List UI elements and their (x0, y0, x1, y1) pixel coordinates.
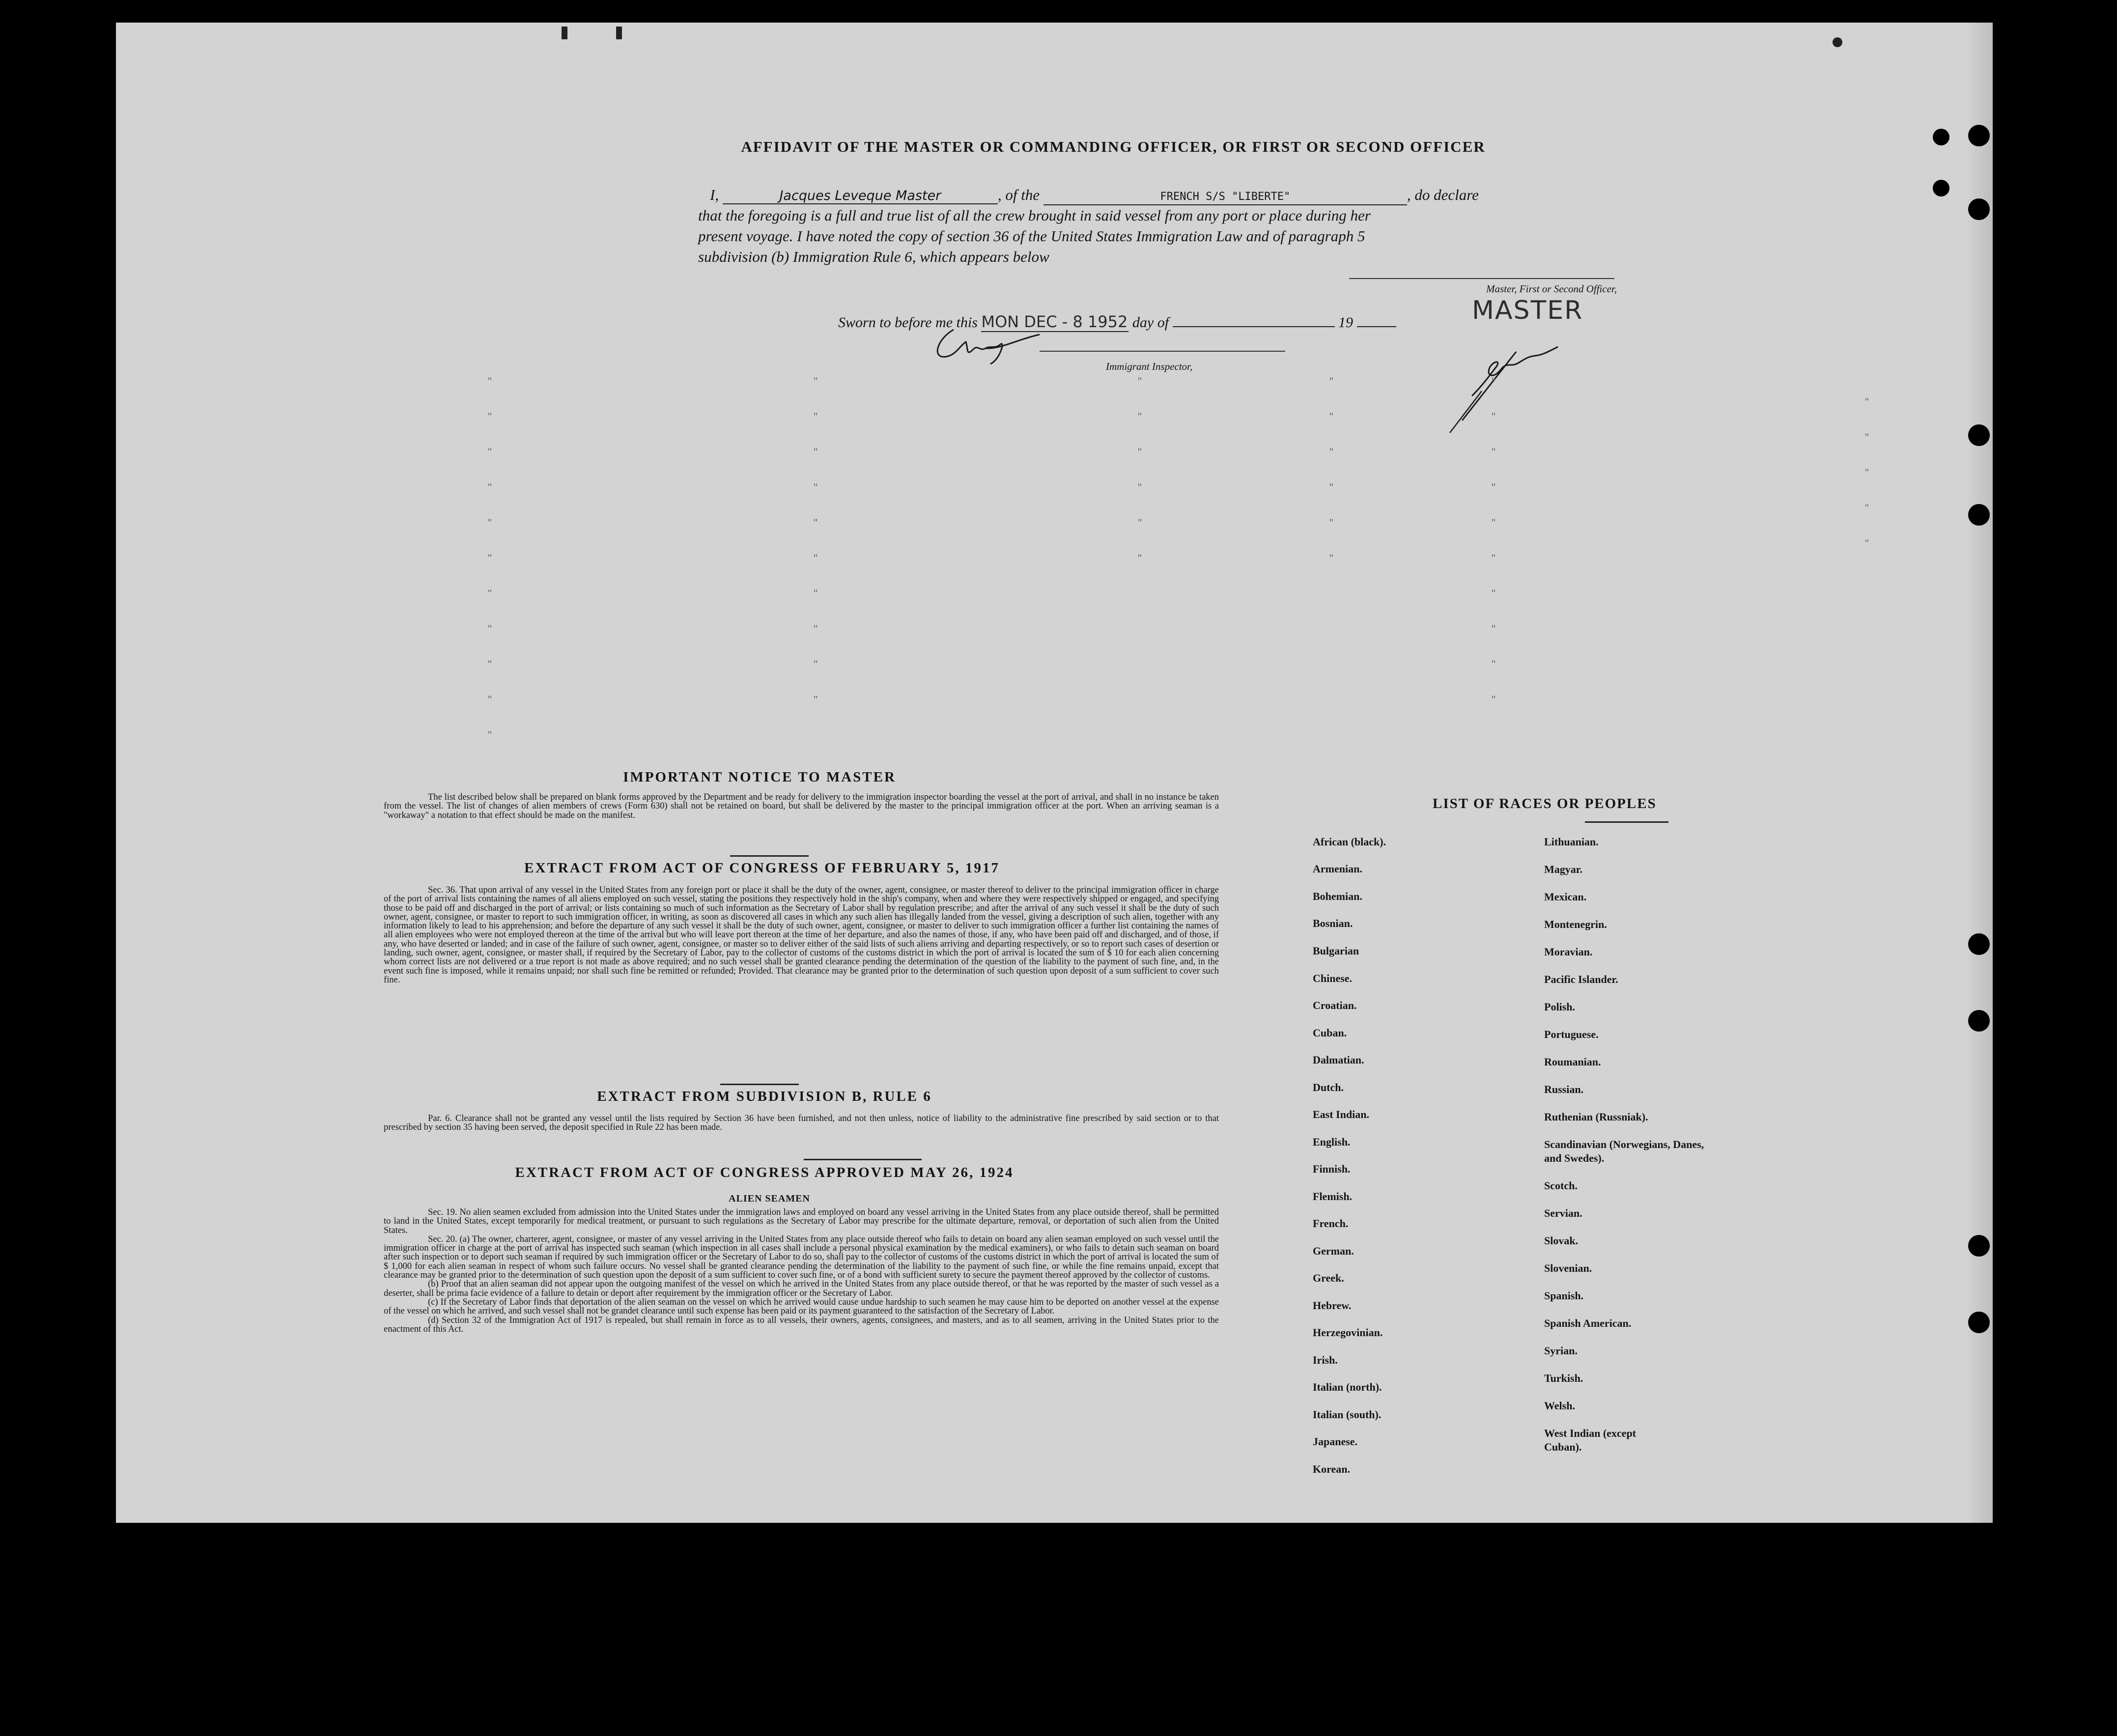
document-page: AFFIDAVIT OF THE MASTER OR COMMANDING OFFICER, OR FIRST OR SECOND OFFICER I, Jacques Leveque Master , of the FRENCH S/S "LIBERTE" , do declare that the foregoing is a full and true list of all the crew brought in said vessel from any port or place during her present voyage. I have noted the copy of section 36 of the United States Immigration Law and of paragraph 5 subdivision (b) Immigration Rule 6, which appears below Master, First or Second Officer, MASTER Sworn to before me this MON DEC - 8 1952 day of 19 Immigrant Inspector, " " " " " " " " " " " " " " " " " " " " " " " " " " " " " " " " " " " " " " " " " " " " " " " " IMPORTANT NOTICE TO MASTER The list described below shall be prepared on blank forms approved by the Department and be ready for delivery to the immigration inspector boarding the vessel at the port of arrival, and shall in no instance be taken from the vessel. The list of changes of alien members of crews (Form 630) shall not be retained on board, but shall be delivered by the master to the principal immigration officer at the port. When an arriving seaman is a "workaway" a notation to that effect should be made on the manifest. EXTRACT FROM ACT OF CONGRESS OF FEBRUARY 5, 1917 Sec. 36. That upon arrival of any vessel in the United States from any foreign port or place it shall be the duty of the owner, agent, consignee, or master thereof to deliver to the principal immigration officer in charge of the port of arrival lists containing the names of all aliens employed on such vessel, stating the positions they respectively hold in the ship's company, when and where they were respectively shipped or engaged, and specifying those to be paid off and discharged in the port of arrival; or lists containing so much of such information as the Secretary of Labor shall by regulation prescribe; and after the arrival of any such vessel it shall be the duty of such owner, agent, consignee, or master to report to such immigration officer, in writing, as soon as discovered all cases in which any such alien has illegally landed from the vessel, giving a description of such alien, together with any information likely to lead to his apprehension; and before the departure of any such vessel it shall be the duty of such owner, agent, consignee, or master to deliver to such immigration officer a further list containing the names of all alien employees who were not employed thereon at the time of the arrival but who will leave port thereon at the time of her departure, and also the names of those, if any, who have been paid off and discharged, and of those, if any, who have deserted or landed; and in case of the failure of such owner, agent, consignee, or master so to deliver either of the said lists of such aliens arriving and departing respectively, or so to report such cases of desertion or landing, such owner, agent, consignee, or master shall, if required by the Secretary of Labor, pay to the collector of customs of the customs district in which the port of arrival is located the sum of $ 10 for each alien concerning whom correct lists are not delivered or a true report is not made as above required; and no such vessel shall be granted clearance pending the determination of the question of the liability to the payment of such fine, and, in the event such fine is imposed, while it remains unpaid; nor shall such fine be remitted or refunded; Provided. That clearance may be granted prior to the determination of such question upon deposit of a sum sufficient to cover such fine. EXTRACT FROM SUBDIVISION B, RULE 6 Par. 6. Clearance shall not be granted any vessel until the lists required by Section 36 have been furnished, and not then unless, notice of liability to the administrative fine prescribed by said section or to that prescribed by section 35 having been served, the deposit specified in Rule 22 has been made. EXTRACT FROM ACT OF CONGRESS APPROVED MAY 26, 1924 ALIEN SEAMEN Sec. 19. No alien seamen excluded from admission into the United States under the immigration laws and employed on board any vessel arriving in the United States from any place outside thereof, shall be permitted to land in the United States, except temporarily for medical treatment, or pursuant to such regulations as the Secretary of Labor may prescribe for the ultimate departure, removal, or deportation of such alien from the United States. Sec. 20. (a) The owner, charterer, agent, consignee, or master of any vessel arriving in the United States from any place outside thereof who fails to detain on board any alien seaman employed on such vessel until the immigration officer in charge at the port of arrival has inspected such seaman (which inspection in all cases shall include a personal physical examination by the medical examiners), or who fails to detain such seaman on board after such inspection or to deport such seaman if required by such immigration officer or the Secretary of Labor to do so, shall pay to the collector of customs of the customs district in which the port of arrival is located the sum of $ 1,000 for each alien seaman in respect of whom such failure occurs. No vessel shall be granted clearance pending the determination of the liability to the payment of such fine, or while the fine remains unpaid, except that clearance may be granted prior to the determination of such question upon the deposit of a sum sufficient to cover such fine, or of a bond with sufficient surety to secure the payment thereof approved by the collector of customs. (b) Proof that an alien seaman did not appear upon the outgoing manifest of the vessel on which he arrived in the United States from any place outside thereof, or that he was reported by the master of such vessel as a deserter, shall be prima facie evidence of a failure to detain or deport after requirement by the immigration officer or the Secretary of Labor. (c) If the Secretary of Labor finds that deportation of the alien seaman on the vessel on which he arrived would cause undue hardship to such seamen he may cause him to be deported on another vessel at the expense of the vessel on which he arrived, and such vessel shall not be grandet clearance until such expense has been paid or its payment guaranteed to the satisfaction of the Secretary of Labor. (d) Section 32 of the Immigration Act of 1917 is repealed, but shall remain in force as to all vessels, their owners, agents, consignees, and masters, and as to all seamen, arriving in the United States prior to the enactment of this Act. LIST OF RACES OR PEOPLES African (black). Armenian. Bohemian. Bosnian. Bulgarian Chinese. Croatian. Cuban. Dalmatian. Dutch. East Indian. English. Finnish. Flemish. French. German. Greek. Hebrew. Herzegovinian. Irish. Italian (north). Italian (south). Japanese. Korean. Lithuanian. Magyar. Mexican. Montenegrin. Moravian. Pacific Islander. Polish. Portuguese. Roumanian. Russian. Ruthenian (Russniak). Scandinavian (Norwegians, Danes, and Swedes). Scotch. Servian. Slovak. Slovenian. Spanish. Spanish American. Syrian. Turkish. Welsh. West Indian (except Cuban). (116, 23, 1993, 1523)
page-edge-shadow (1966, 23, 1993, 1523)
top-edge-mark (1833, 37, 1842, 47)
race-item: Irish. (1313, 1354, 1338, 1366)
master-signature (1442, 317, 1570, 435)
race-item: Italian (north). (1313, 1381, 1382, 1393)
master-signature-label: Master, First or Second Officer, (1486, 283, 1617, 295)
race-item: Chinese. (1313, 972, 1353, 984)
race-item: Welsh. (1544, 1400, 1575, 1412)
race-item: Montenegrin. (1544, 918, 1607, 930)
binder-hole (1968, 504, 1990, 526)
race-item: East Indian. (1313, 1108, 1369, 1120)
extract-1924-text: Sec. 19. No alien seamen excluded from admission into the United States under the immigration laws and employed on board any vessel arriving in the United States from any place outside thereof, shall be permitted to land in the United States, except temporarily for medical treatment, or pursuant to such regulations as the Secretary of Labor may prescribe for the ultimate departure, removal, or deportation of such alien from the United States. Sec. 20. (a) The owner, charterer, agent, consignee, or master of any vessel arriving in the United States from any place outside thereof who fails to detain on board any alien seaman employed on such vessel until the immigration officer in charge at the port of arrival has inspected such seaman (which inspection in all cases shall include a personal physical examination by the medical examiners), or who fails to detain such seaman on board after such inspection or to deport such seaman if required by such immigration officer or the Secretary of Labor to do so, shall pay to the collector of customs of the customs district in which the port of arrival is located the sum of $ 1,000 for each alien seaman in respect of whom such failure occurs. No vessel shall be granted clearance pending the determination of the liability to the payment of such fine, or while the fine remains unpaid, except that clearance may be granted prior to the determination of such question upon the deposit of a sum sufficient to cover such fine, or of a bond with sufficient surety to secure the payment thereof approved by the collector of customs. (b) Proof that an alien seaman did not appear upon the outgoing manifest of the vessel on which he arrived in the United States from any place outside thereof, or that he was reported by the master of such vessel as a deserter, shall be prima facie evidence of a failure to detain or deport after requirement by the immigration officer or the Secretary of Labor. (c) If the Secretary of Labor finds that deportation of the alien seaman on the vessel on which he arrived would cause undue hardship to such seamen he may cause him to be deported on another vessel at the expense of the vessel on which he arrived, and such vessel shall not be grandet clearance until such expense has been paid or its payment guaranteed to the satisfaction of the Secretary of Labor. (d) Section 32 of the Immigration Act of 1917 is repealed, but shall remain in force as to all vessels, their owners, agents, consignees, and masters, and as to all seamen, arriving in the United States prior to the enactment of this Act. (384, 1207, 1219, 1334)
affidavit-title: AFFIDAVIT OF THE MASTER OR COMMANDING OFFICER, OR FIRST OR SECOND OFFICER (741, 138, 1486, 155)
race-item: German. (1313, 1245, 1354, 1257)
race-item: Mexican. (1544, 891, 1587, 903)
extract-1924-title: EXTRACT FROM ACT OF CONGRESS APPROVED MAY 26, 1924 (515, 1165, 1014, 1180)
extract-rule6-title: EXTRACT FROM SUBDIVISION B, RULE 6 (597, 1089, 932, 1104)
binder-hole (1968, 198, 1990, 220)
extract-1917-text: Sec. 36. That upon arrival of any vessel in the United States from any foreign port or place it shall be the duty of the owner, agent, consignee, or master thereof to deliver to the principal immigration officer in charge of the port of arrival lists containing the names of all aliens employed on such vessel, stating the positions they respectively hold in the ship's company, when and where they were respectively shipped or engaged, and specifying those to be paid off and discharged in the port of arrival; or lists containing so much of such information as the Secretary of Labor shall by regulation prescribe; and after the arrival of any such vessel it shall be the duty of such owner, agent, consignee, or master to report to such immigration officer, in writing, as soon as discovered all cases in which any such alien has illegally landed from the vessel, giving a description of such alien, together with any information likely to lead to his apprehension; and before the departure of any such vessel it shall be the duty of such owner, agent, consignee, or master to deliver to such immigration officer a further list containing the names of all alien employees who were not employed thereon at the time of the arrival but who will leave port thereon at the time of her departure, and also the names of those, if any, who have been paid off and discharged, and of those, if any, who have deserted or landed; and in case of the failure of such owner, agent, consignee, or master so to deliver either of the said lists of such aliens arriving and departing respectively, or so to report such cases of desertion or landing, such owner, agent, consignee, or master shall, if required by the Secretary of Labor, pay to the collector of customs of the customs district in which the port of arrival is located the sum of $ 10 for each alien concerning whom correct lists are not delivered or a true report is not made as above required; and no such vessel shall be granted clearance pending the determination of the question of the liability to the payment of such fine, and, in the event such fine is imposed, while it remains unpaid; nor shall such fine be remitted or refunded; Provided. That clearance may be granted prior to the determination of such question upon deposit of a sum sufficient to cover such fine. (384, 885, 1219, 985)
race-item: Moravian. (1544, 946, 1593, 958)
race-item: Turkish. (1544, 1372, 1583, 1384)
year-blank (1357, 326, 1396, 327)
race-item: English. (1313, 1136, 1351, 1148)
affidavit-line-1: I, Jacques Leveque Master , of the FRENCH S/S "LIBERTE" , do declare (698, 185, 1617, 205)
binder-hole (1968, 1010, 1990, 1032)
race-item: Hebrew. (1313, 1299, 1352, 1312)
binder-hole (1968, 424, 1990, 446)
race-item: Dalmatian. (1313, 1054, 1364, 1066)
race-item: Roumanian. (1544, 1056, 1601, 1068)
race-item: Slovenian. (1544, 1262, 1592, 1274)
race-item: Spanish American. (1544, 1317, 1632, 1329)
race-item: Korean. (1313, 1463, 1350, 1475)
race-item: Bosnian. (1313, 917, 1353, 929)
race-item: Croatian. (1313, 999, 1357, 1011)
notice-text: The list described below shall be prepared on blank forms approved by the Department and be ready for delivery to the immigration inspector boarding the vessel at the port of arrival, and shall in no instance be taken from the vessel. The list of changes of alien members of crews (Form 630) shall not be retained on board, but shall be delivered by the master to the principal immigration officer at the port. When an arriving seaman is a "workaway" a notation to that effect should be made on the manifest. (384, 792, 1219, 820)
inspector-signature (927, 315, 1044, 369)
affidavit-line-3: present voyage. I have noted the copy of section 36 of the United States Immigration Law and of paragraph 5 (698, 227, 1365, 245)
top-edge-mark (562, 27, 567, 39)
race-item: Ruthenian (Russniak). (1544, 1111, 1648, 1123)
race-item: Greek. (1313, 1272, 1344, 1284)
extract-rule6-rule (804, 1159, 922, 1160)
affidavit-line-4: subdivision (b) Immigration Rule 6, which appears below (698, 248, 1049, 265)
affidavit-line-2: that the foregoing is a full and true list of all the crew brought in said vessel from any port or place during her (698, 207, 1371, 224)
extract-1924-subtitle: ALIEN SEAMEN (729, 1193, 810, 1204)
races-title: LIST OF RACES OR PEOPLES (1433, 796, 1657, 812)
binder-hole (1968, 125, 1990, 146)
inspector-label: Immigrant Inspector, (1106, 361, 1193, 372)
race-item: Finnish. (1313, 1163, 1351, 1175)
race-item: Russian. (1544, 1083, 1584, 1095)
extract-rule6-text: Par. 6. Clearance shall not be granted any vessel until the lists required by Section 36 have been furnished, and not then unless, notice of liability to the administrative fine prescribed by said section or to that prescribed by section 35 having been served, the deposit specified in Rule 22 has been made. (384, 1114, 1219, 1133)
race-item: Cuban. (1313, 1027, 1347, 1039)
vessel-name-field: FRENCH S/S "LIBERTE" (1044, 190, 1407, 205)
inspector-signature-line (1040, 351, 1285, 352)
race-item: Armenian. (1313, 863, 1362, 875)
race-item: Bulgarian (1313, 945, 1359, 957)
race-item: Italian (south). (1313, 1408, 1382, 1421)
binder-hole (1968, 933, 1990, 955)
sworn-line: Sworn to before me this MON DEC - 8 1952 day of 19 (838, 312, 1396, 332)
master-signature-line (1349, 278, 1614, 279)
race-item: Flemish. (1313, 1190, 1353, 1203)
race-item: Spanish. (1544, 1289, 1584, 1302)
date-stamp: MON DEC - 8 1952 (981, 312, 1129, 332)
binder-hole (1933, 180, 1949, 196)
race-item: Polish. (1544, 1001, 1575, 1013)
race-item: Slovak. (1544, 1234, 1579, 1247)
race-item: Herzegovinian. (1313, 1326, 1383, 1339)
binder-hole (1968, 1235, 1990, 1257)
race-item: Japanese. (1313, 1435, 1358, 1448)
race-item: Servian. (1544, 1207, 1582, 1219)
master-name-field: Jacques Leveque Master (723, 189, 998, 204)
race-item: Pacific Islander. (1544, 973, 1618, 985)
extract-1917-title: EXTRACT FROM ACT OF CONGRESS OF FEBRUARY 5, 1917 (524, 860, 1000, 876)
race-item: Lithuanian. (1544, 836, 1599, 848)
extract-1917-rule (720, 1084, 799, 1085)
affidavit-declaration (698, 185, 1617, 267)
race-item: Bohemian. (1313, 890, 1362, 902)
race-item: Syrian. (1544, 1344, 1578, 1357)
notice-rule (730, 855, 809, 857)
race-item: West Indian (except Cuban). (1544, 1427, 1636, 1453)
race-item: Magyar. (1544, 863, 1583, 875)
race-item: African (black). (1313, 836, 1386, 848)
race-item: Scotch. (1544, 1179, 1578, 1192)
races-rule (1585, 821, 1668, 823)
top-edge-mark (616, 27, 622, 39)
binder-hole (1933, 129, 1949, 145)
binder-hole (1968, 1312, 1990, 1333)
race-item: Dutch. (1313, 1081, 1344, 1093)
master-stamp: MASTER (1472, 296, 1583, 325)
race-item: Scandinavian (Norwegians, Danes, and Swedes). (1544, 1138, 1704, 1164)
race-item: Portuguese. (1544, 1028, 1599, 1040)
month-blank (1173, 326, 1335, 327)
notice-title: IMPORTANT NOTICE TO MASTER (623, 769, 896, 785)
race-item: French. (1313, 1217, 1349, 1230)
